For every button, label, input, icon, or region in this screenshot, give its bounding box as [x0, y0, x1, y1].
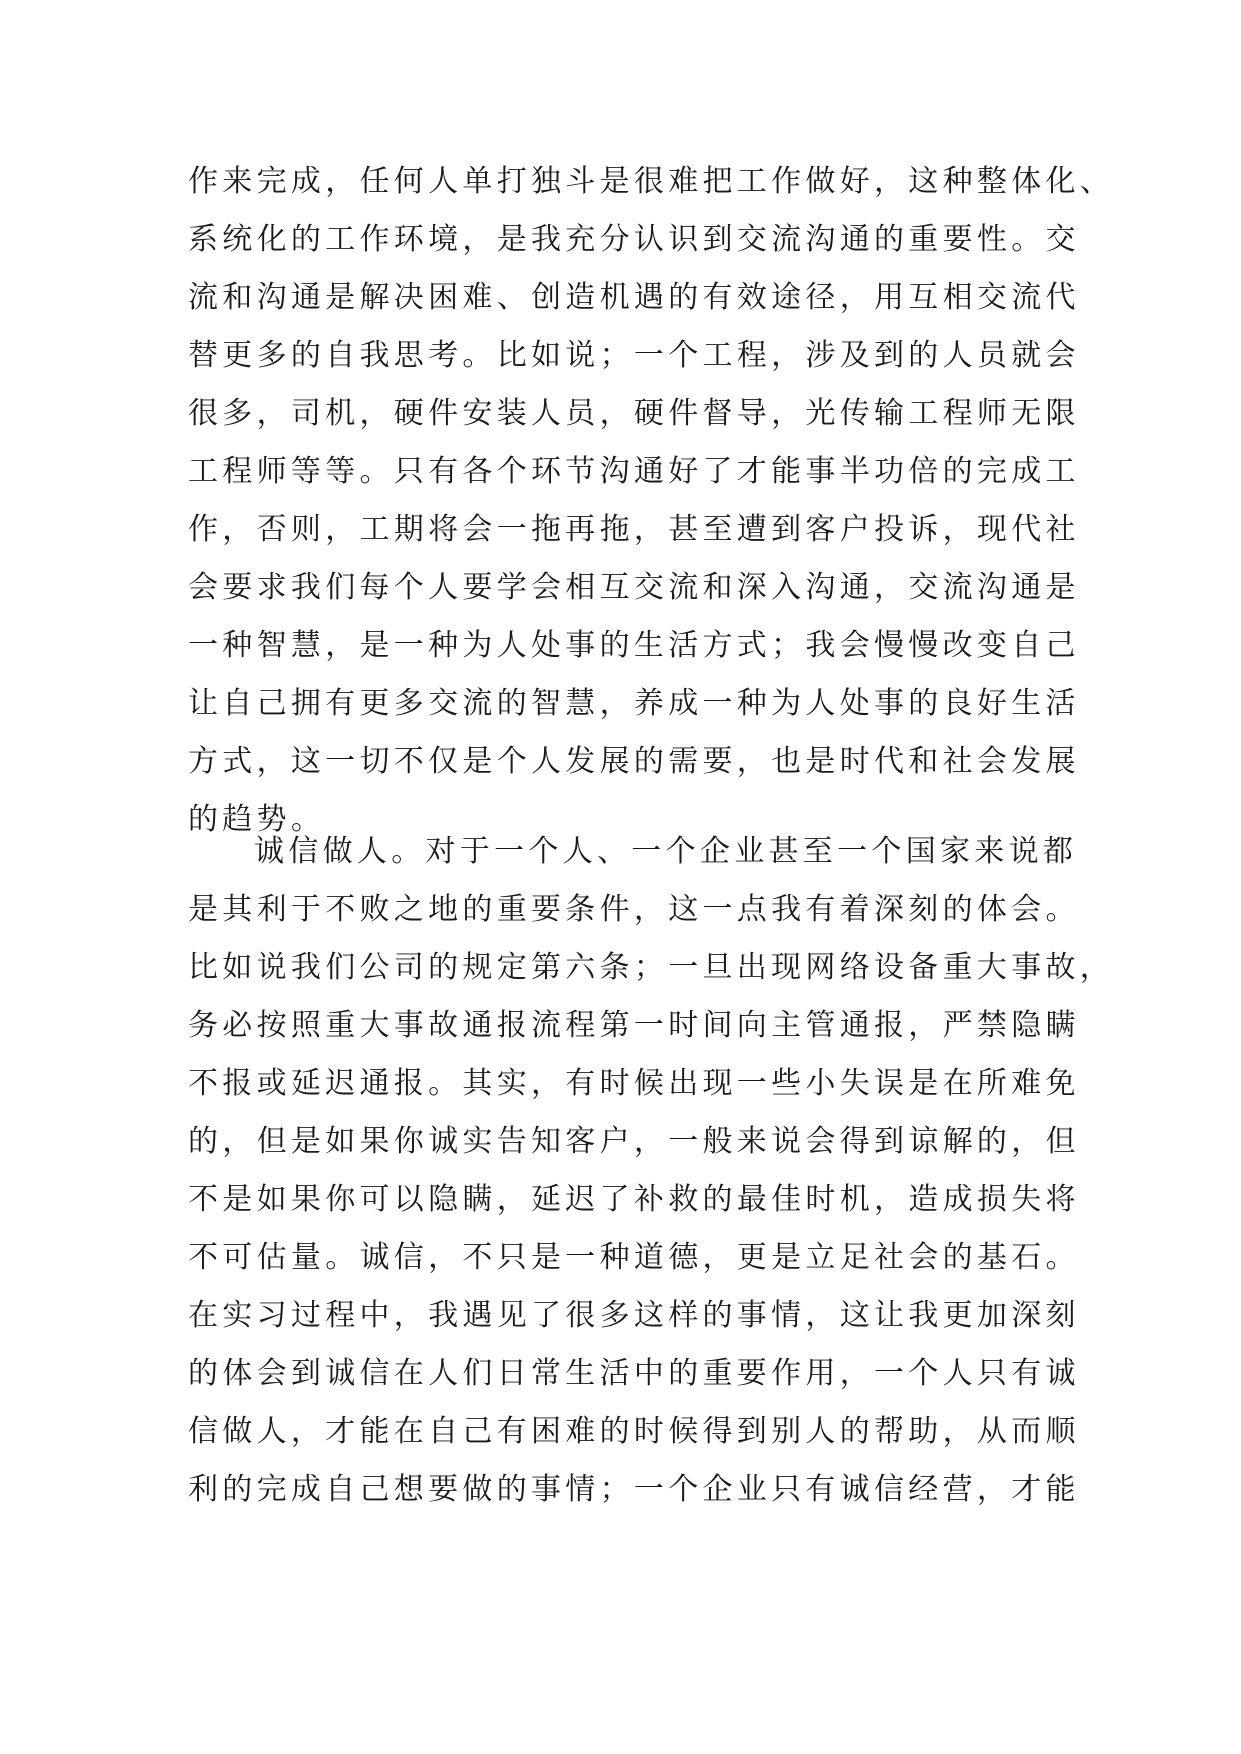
text-line: 一种智慧，是一种为人处事的生活方式；我会慢慢改变自己: [188, 628, 1080, 663]
text-line: 流和沟通是解决困难、创造机遇的有效途径，用互相交流代: [188, 280, 1080, 315]
text-line: 务必按照重大事故通报流程第一时间向主管通报，严禁隐瞒: [188, 1008, 1080, 1043]
text-line: 的体会到诚信在人们日常生活中的重要作用，一个人只有诚: [188, 1356, 1080, 1391]
text-line: 会要求我们每个人要学会相互交流和深入沟通，交流沟通是: [188, 570, 1080, 605]
paragraph-integrity: [188, 823, 1115, 1519]
text-line: 作，否则，工期将会一拖再拖，甚至遭到客户投诉，现代社: [188, 512, 1080, 547]
paragraph-communication: [188, 153, 1115, 849]
text-line: 比如说我们公司的规定第六条；一旦出现网络设备重大事故，: [188, 950, 1115, 985]
text-line: 不是如果你可以隐瞒，延迟了补救的最佳时机，造成损失将: [188, 1182, 1080, 1217]
text-line: 替更多的自我思考。比如说；一个工程，涉及到的人员就会: [188, 338, 1080, 373]
text-line: 是其利于不败之地的重要条件，这一点我有着深刻的体会。: [188, 892, 1080, 927]
text-line: 让自己拥有更多交流的智慧，养成一种为人处事的良好生活: [188, 686, 1080, 721]
text-line: 系统化的工作环境，是我充分认识到交流沟通的重要性。交: [188, 222, 1080, 257]
text-line-indented: 诚信做人。对于一个人、一个企业甚至一个国家来说都: [254, 834, 1078, 869]
text-line: 不报或延迟通报。其实，有时候出现一些小失误是在所难免: [188, 1066, 1080, 1101]
text-line: 利的完成自己想要做的事情；一个企业只有诚信经营，才能: [188, 1472, 1080, 1507]
text-line: 方式，这一切不仅是个人发展的需要，也是时代和社会发展: [188, 744, 1080, 779]
text-line: 的，但是如果你诚实告知客户，一般来说会得到谅解的，但: [188, 1124, 1080, 1159]
text-line: 信做人，才能在自己有困难的时候得到别人的帮助，从而顺: [188, 1414, 1080, 1449]
text-line: 不可估量。诚信，不只是一种道德，更是立足社会的基石。: [188, 1240, 1080, 1275]
text-line: 作来完成，任何人单打独斗是很难把工作做好，这种整体化、: [188, 164, 1115, 199]
text-line: 工程师等等。只有各个环节沟通好了才能事半功倍的完成工: [188, 454, 1080, 489]
text-line: 的趋势。: [188, 802, 326, 837]
text-line: 很多，司机，硬件安装人员，硬件督导，光传输工程师无限: [188, 396, 1080, 431]
text-line: 在实习过程中，我遇见了很多这样的事情，这让我更加深刻: [188, 1298, 1080, 1333]
